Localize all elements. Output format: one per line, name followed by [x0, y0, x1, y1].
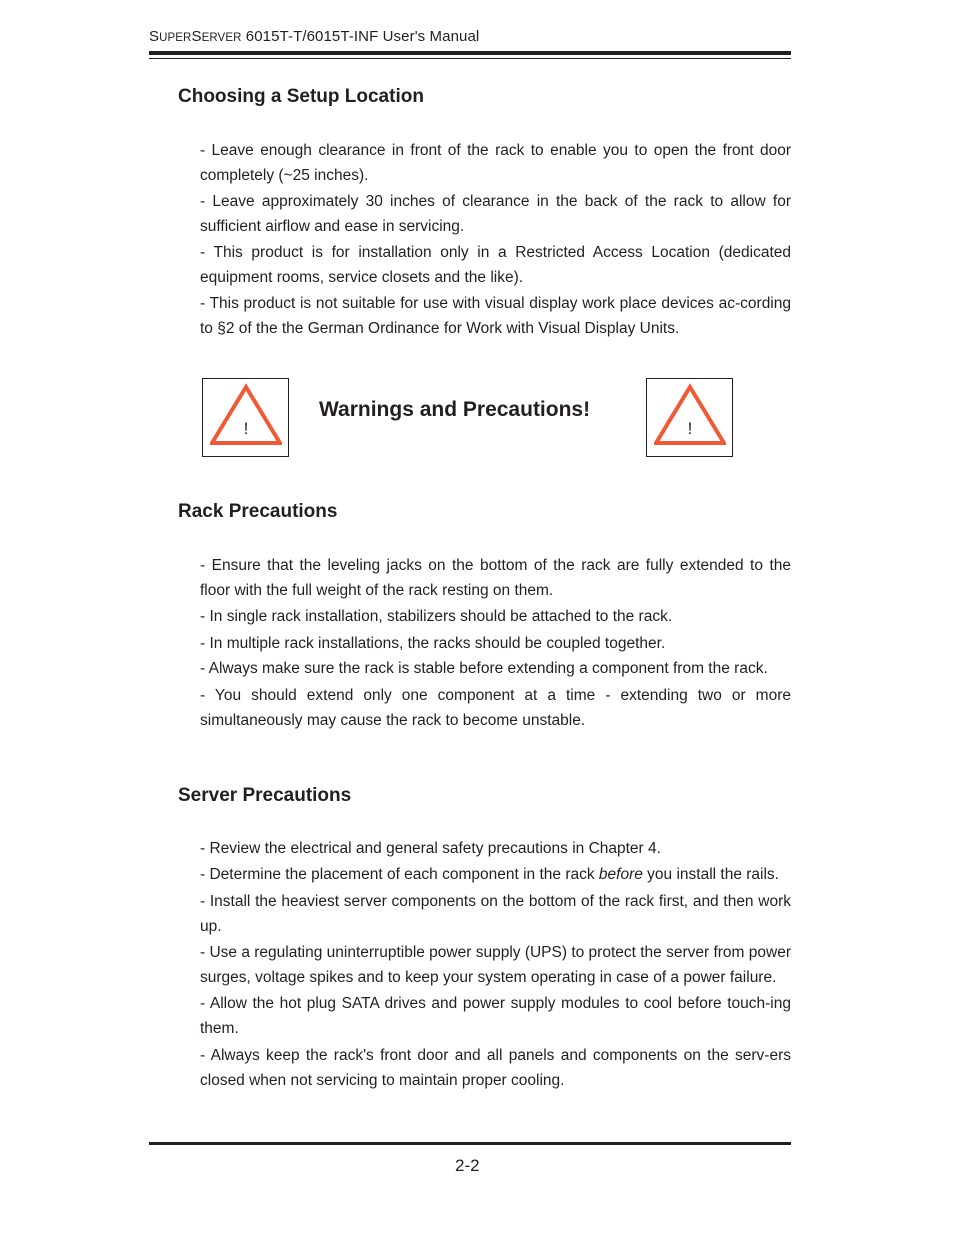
- warnings-title: Warnings and Precautions!: [319, 398, 591, 421]
- setup-item: - This product is for installation only in a Restricted Access Location (dedicated equipment rooms, service closets and the like).: [200, 244, 791, 286]
- rack-item: - Always make sure the rack is stable before extending a component from the rack.: [200, 660, 768, 677]
- server-item: - Install the heaviest server components on the bottom of the rack first, and then work up.: [200, 893, 791, 935]
- server-list: [200, 836, 791, 1093]
- server-item: - Review the electrical and general safety precautions in Chapter 4.: [200, 840, 661, 857]
- setup-item: - Leave approximately 30 inches of clearance in the back of the rack to allow for sufficient airflow and ease in servicing.: [200, 193, 791, 235]
- server-item-placement: - Determine the placement of each component in the rack before you install the rails.: [200, 866, 779, 883]
- warning-triangle-icon: [654, 383, 726, 451]
- server-item: - Allow the hot plug SATA drives and power supply modules to cool before touch-ing them.: [200, 995, 791, 1037]
- warning-box-left: [202, 378, 289, 457]
- emphasis-before: before: [598, 866, 643, 883]
- rack-list: [200, 553, 791, 733]
- header-rule-thin: [149, 58, 791, 59]
- svg-text:!: !: [243, 419, 249, 438]
- header-rule-thick: [149, 51, 791, 55]
- warning-box-right: [646, 378, 733, 457]
- rack-item: - Ensure that the leveling jacks on the bottom of the rack are fully extended to the floor with the full weight of the rack resting on them.: [200, 557, 791, 599]
- setup-heading: Choosing a Setup Location: [178, 86, 424, 107]
- server-item: - Use a regulating uninterruptible power supply (UPS) to protect the server from power surges, voltage spikes and to keep your system operating in case of a power failure.: [200, 944, 791, 986]
- running-header: SUPERSERVER 6015T-T/6015T-INF User's Manual: [149, 28, 480, 45]
- server-item: - Always keep the rack's front door and all panels and components on the serv-ers closed when not servicing to maintain proper cooling.: [200, 1047, 791, 1089]
- page-number: 2-2: [455, 1156, 480, 1175]
- footer-rule: [149, 1142, 791, 1145]
- rack-item: - In single rack installation, stabilizers should be attached to the rack.: [200, 608, 673, 625]
- setup-item: - Leave enough clearance in front of the rack to enable you to open the front door completely (~25 inches).: [200, 142, 791, 184]
- rack-item: - In multiple rack installations, the racks should be coupled together.: [200, 635, 666, 652]
- warning-triangle-icon: [210, 383, 282, 451]
- setup-list: [200, 138, 791, 341]
- setup-item: - This product is not suitable for use with visual display work place devices ac-cording to §2 of the the German Ordinance for Work with Visual Display Units.: [200, 295, 791, 337]
- server-heading: Server Precautions: [178, 785, 352, 806]
- svg-text:!: !: [687, 419, 693, 438]
- rack-heading: Rack Precautions: [178, 501, 338, 522]
- rack-item: - You should extend only one component at a time - extending two or more simultaneously may cause the rack to become unstable.: [200, 687, 791, 729]
